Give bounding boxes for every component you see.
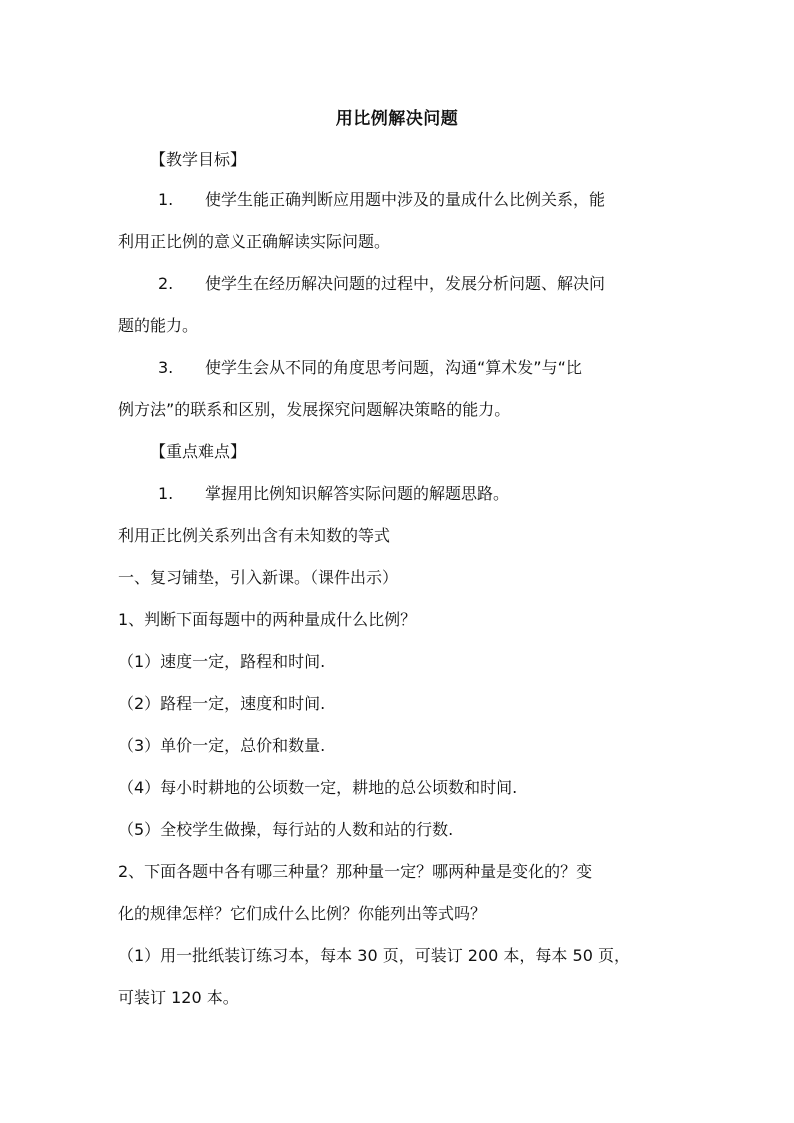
goal-2-text: 使学生在经历解决问题的过程中，发展分析问题、解决问: [205, 274, 606, 293]
question-1-item-2: （2）路程一定，速度和时间.: [118, 694, 326, 713]
goal-3-text: 使学生会从不同的角度思考问题，沟通“算术发”与“比: [205, 358, 582, 377]
goal-1-text: 使学生能正确判断应用题中涉及的量成什么比例关系，能: [205, 190, 606, 209]
question-2: 2、下面各题中各有哪三种量？那种量一定？哪两种量是变化的？变: [118, 862, 593, 881]
goal-2-continuation: 题的能力。: [118, 316, 199, 335]
key-1-text: 掌握用比例知识解答实际问题的解题思路。: [205, 484, 510, 503]
question-1-item-5: （5）全校学生做操，每行站的人数和站的行数.: [118, 820, 454, 839]
section-1-heading: 一、复习铺垫，引入新课。（课件出示）: [118, 568, 399, 587]
question-1: 1、判断下面每题中的两种量成什么比例？: [118, 610, 417, 629]
goal-1-number: 1.: [158, 190, 174, 209]
question-1-item-1: （1）速度一定，路程和时间.: [118, 652, 326, 671]
question-1-item-4: （4）每小时耕地的公顷数一定，耕地的总公顷数和时间.: [118, 778, 518, 797]
key-2-text: 利用正比例关系列出含有未知数的等式: [118, 526, 391, 545]
page-title: 用比例解决问题: [335, 109, 459, 129]
question-2-item-1: （1）用一批纸装订练习本，每本 30 页，可装订 200 本，每本 50 页，: [118, 946, 630, 965]
question-2-item-1-continuation: 可装订 120 本。: [118, 988, 239, 1007]
goal-3-number: 3.: [158, 358, 174, 377]
key-heading: 【重点难点】: [150, 442, 247, 461]
goal-3-continuation: 例方法”的联系和区别，发展探究问题解决策略的能力。: [118, 400, 511, 419]
goals-heading: 【教学目标】: [150, 150, 247, 169]
question-2-continuation: 化的规律怎样？它们成什么比例？你能列出等式吗？: [118, 904, 487, 923]
question-1-item-3: （3）单价一定，总价和数量.: [118, 736, 326, 755]
key-1-number: 1.: [158, 484, 174, 503]
goal-1-continuation: 利用正比例的意义正确解读实际问题。: [118, 232, 391, 251]
goal-2-number: 2.: [158, 274, 174, 293]
